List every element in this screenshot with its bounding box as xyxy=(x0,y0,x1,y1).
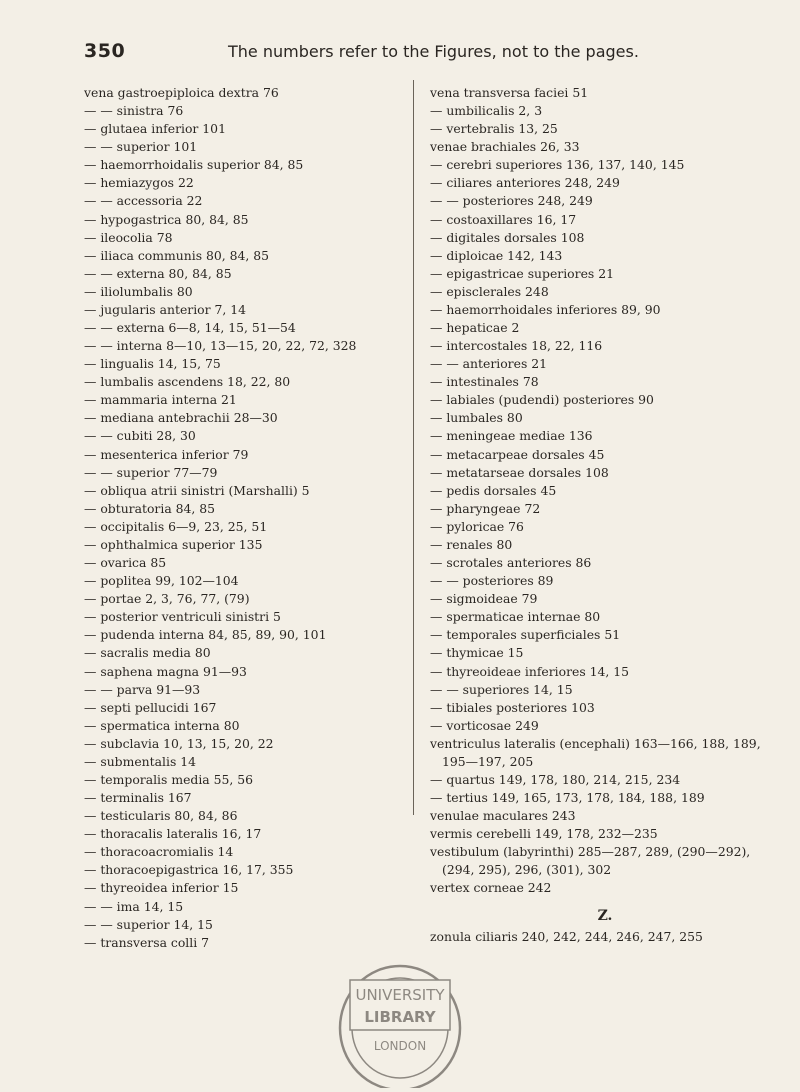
index-entry: — poplitea 99, 102—104 xyxy=(84,573,239,589)
index-entry: — thyreoideae inferiores 14, 15 xyxy=(430,663,630,679)
index-entry: — — externa 80, 84, 85 xyxy=(84,265,232,281)
index-entry: — thoracoepigastrica 16, 17, 355 xyxy=(84,862,294,878)
index-entry: — glutaea inferior 101 xyxy=(84,121,226,137)
index-entry: — testicularis 80, 84, 86 xyxy=(84,808,238,824)
index-entry: — mediana antebrachii 28—30 xyxy=(84,410,278,426)
index-entry: — mesenterica inferior 79 xyxy=(84,446,249,462)
index-entry: — terminalis 167 xyxy=(84,790,192,806)
index-entry: zonula ciliaris 240, 242, 244, 246, 247, 255 xyxy=(430,928,703,944)
index-entry: — ciliares anteriores 248, 249 xyxy=(430,175,620,191)
index-entry: — jugularis anterior 7, 14 xyxy=(84,301,247,317)
index-entry: — intercostales 18, 22, 116 xyxy=(430,338,603,354)
index-entry: — transversa colli 7 xyxy=(84,934,210,950)
index-entry: — portae 2, 3, 76, 77, (79) xyxy=(84,591,250,607)
index-entry: — quartus 149, 178, 180, 214, 215, 234 xyxy=(430,771,681,787)
index-entry: — — ima 14, 15 xyxy=(84,898,184,914)
index-entry: — — parva 91—93 xyxy=(84,681,201,697)
index-entry: — ileocolia 78 xyxy=(84,229,173,245)
index-entry: — meningeae mediae 136 xyxy=(430,428,593,444)
index-entry: — thymicae 15 xyxy=(430,645,524,661)
index-entry: — septi pellucidi 167 xyxy=(84,699,217,715)
index-entry: — labiales (pudendi) posteriores 90 xyxy=(430,392,654,408)
index-entry: — — superior 14, 15 xyxy=(84,916,213,932)
index-entry: — lumbalis ascendens 18, 22, 80 xyxy=(84,374,291,390)
index-entry: — — cubiti 28, 30 xyxy=(84,428,196,444)
index-entry: — lumbales 80 xyxy=(430,410,523,426)
index-entry: — spermatica interna 80 xyxy=(84,717,240,733)
index-entry: — costoaxillares 16, 17 xyxy=(430,211,577,227)
letter-heading: Z. xyxy=(597,907,613,924)
index-entry: ventriculus lateralis (encephali) 163—166, 188, 189, 195—197, 205 xyxy=(430,735,761,769)
index-entry: — pyloricae 76 xyxy=(430,518,524,534)
index-entry: — ophthalmica superior 135 xyxy=(84,536,263,552)
index-entry: — umbilicalis 2, 3 xyxy=(430,103,543,119)
index-entry: vertex corneae 242 xyxy=(430,880,552,896)
index-entry: — iliolumbalis 80 xyxy=(84,283,193,299)
index-entry: — — sinistra 76 xyxy=(84,103,184,119)
stamp-middle-text: LIBRARY xyxy=(364,1008,436,1026)
index-entry: — renales 80 xyxy=(430,536,513,552)
index-entry: — metatarseae dorsales 108 xyxy=(430,464,609,480)
index-column-right xyxy=(430,84,780,946)
index-column-left xyxy=(84,84,406,952)
index-entry: — scrotales anteriores 86 xyxy=(430,555,592,571)
index-entry: — temporales superficiales 51 xyxy=(430,627,621,643)
index-entry: — obliqua atrii sinistri (Marshalli) 5 xyxy=(84,482,310,498)
running-title: The numbers refer to the Figures, not to the pages. xyxy=(228,42,639,61)
index-entry: — temporalis media 55, 56 xyxy=(84,771,254,787)
index-entry: vermis cerebelli 149, 178, 232—235 xyxy=(430,826,658,842)
index-entry: — hepaticae 2 xyxy=(430,320,520,336)
index-entry: — lingualis 14, 15, 75 xyxy=(84,356,221,372)
index-entry: — thoracoacromialis 14 xyxy=(84,844,234,860)
index-entry: — pedis dorsales 45 xyxy=(430,482,557,498)
index-entry: — thoracalis lateralis 16, 17 xyxy=(84,826,262,842)
index-entry: — — accessoria 22 xyxy=(84,193,203,209)
index-entry: — — anteriores 21 xyxy=(430,356,548,372)
index-entry: — digitales dorsales 108 xyxy=(430,229,585,245)
index-entry: — diploicae 142, 143 xyxy=(430,247,563,263)
index-entry: — sigmoideae 79 xyxy=(430,591,538,607)
stamp-lower-text: LONDON xyxy=(373,1039,427,1053)
index-entry: — epigastricae superiores 21 xyxy=(430,265,614,281)
index-entry: venulae maculares 243 xyxy=(430,808,576,824)
index-entry: venae brachiales 26, 33 xyxy=(430,139,580,155)
index-entry: — vorticosae 249 xyxy=(430,717,539,733)
index-entry: — tertius 149, 165, 173, 178, 184, 188, 189 xyxy=(430,790,705,806)
index-entry: — obturatoria 84, 85 xyxy=(84,500,216,516)
index-entry: — tibiales posteriores 103 xyxy=(430,699,595,715)
index-entry: — posterior ventriculi sinistri 5 xyxy=(84,609,281,625)
index-entry: — sacralis media 80 xyxy=(84,645,211,661)
page-header xyxy=(0,40,800,70)
library-stamp xyxy=(295,958,505,1088)
index-entry: — — posteriores 248, 249 xyxy=(430,193,593,209)
index-entry: — ovarica 85 xyxy=(84,555,167,571)
index-entry: — — posteriores 89 xyxy=(430,573,554,589)
library-stamp-graphic xyxy=(295,958,505,1088)
index-entry: — occipitalis 6—9, 23, 25, 51 xyxy=(84,518,268,534)
page-number: 350 xyxy=(84,40,126,62)
index-entry: — episclerales 248 xyxy=(430,283,549,299)
index-entry: — mammaria interna 21 xyxy=(84,392,237,408)
column-divider xyxy=(413,80,414,815)
index-entry: — intestinales 78 xyxy=(430,374,539,390)
index-entry: — haemorrhoidalis superior 84, 85 xyxy=(84,157,304,173)
index-entry: — — superiores 14, 15 xyxy=(430,681,573,697)
index-entry: — subclavia 10, 13, 15, 20, 22 xyxy=(84,735,274,751)
index-entry: — — superior 101 xyxy=(84,139,198,155)
index-entry: — pudenda interna 84, 85, 89, 90, 101 xyxy=(84,627,327,643)
index-entry: — thyreoidea inferior 15 xyxy=(84,880,239,896)
index-entry: — haemorrhoidales inferiores 89, 90 xyxy=(430,301,661,317)
index-entry: — hemiazygos 22 xyxy=(84,175,194,191)
index-entry: — saphena magna 91—93 xyxy=(84,663,247,679)
index-entry: — — superior 77—79 xyxy=(84,464,218,480)
index-entry: — metacarpeae dorsales 45 xyxy=(430,446,605,462)
index-entry: — iliaca communis 80, 84, 85 xyxy=(84,247,270,263)
index-entry: — pharyngeae 72 xyxy=(430,500,541,516)
index-entry: — hypogastrica 80, 84, 85 xyxy=(84,211,249,227)
stamp-top-text: UNIVERSITY xyxy=(355,986,445,1004)
index-entry: vena transversa faciei 51 xyxy=(430,85,589,100)
index-entry: — cerebri superiores 136, 137, 140, 145 xyxy=(430,157,685,173)
index-entry: vestibulum (labyrinthi) 285—287, 289, (290—292), (294, 295), 296, (301), 302 xyxy=(430,844,751,878)
index-entry: — vertebralis 13, 25 xyxy=(430,121,558,137)
index-entry: — — externa 6—8, 14, 15, 51—54 xyxy=(84,320,296,336)
index-entry: — spermaticae internae 80 xyxy=(430,609,601,625)
index-entry: vena gastroepiploica dextra 76 xyxy=(84,85,279,100)
index-entry: — — interna 8—10, 13—15, 20, 22, 72, 328 xyxy=(84,338,357,354)
index-entry: — submentalis 14 xyxy=(84,753,197,769)
